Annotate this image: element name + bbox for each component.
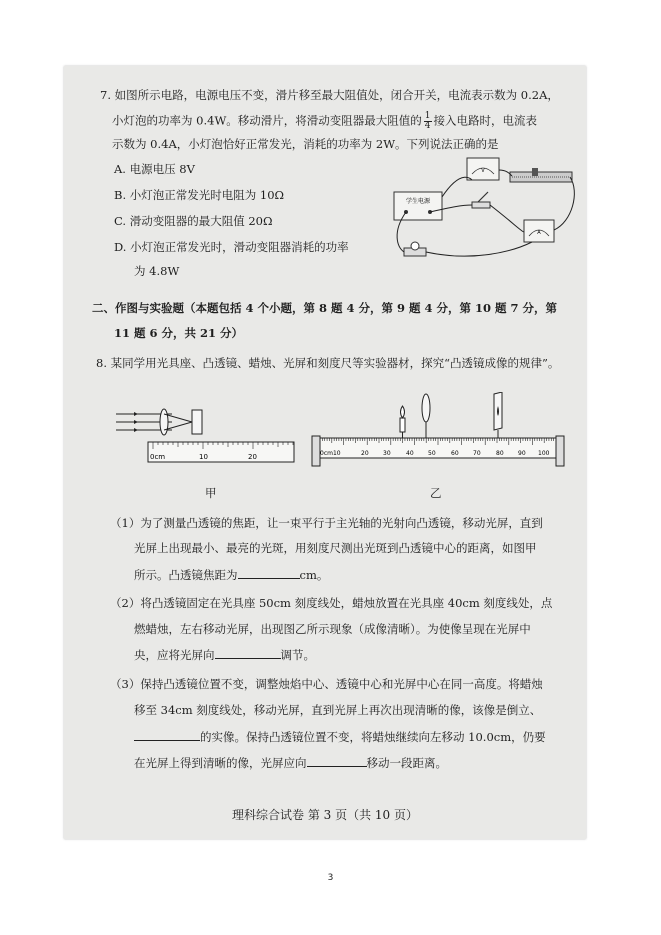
fraction-numerator: 1 bbox=[424, 111, 431, 121]
q8-p3-text2: 在光屏上得到清晰的像，光屏应向 bbox=[134, 756, 307, 770]
yi-tick-0-10: 0cm10 bbox=[320, 450, 341, 457]
q7-line1: 7. 如图所示电路，电源电压不变，滑片移至最大阻值处，闭合开关，电流表示数为 0.2A， bbox=[100, 88, 559, 102]
answer-blank-focal-length[interactable] bbox=[238, 567, 300, 579]
q8-p3-line1: （3）保持凸透镜位置不变，调整烛焰中心、透镜中心和光屏中心在同一高度。将蜡烛 bbox=[110, 677, 543, 691]
q7-line3: 示数为 0.4A，小灯泡恰好正常发光，消耗的功率为 2W。下列说法正确的是 bbox=[112, 137, 499, 151]
yi-tick-30: 30 bbox=[383, 450, 391, 457]
section2-heading-line1: 二、作图与实验题（本题包括 4 个小题，第 8 题 4 分，第 9 题 4 分，第 10 题 7 分，第 bbox=[92, 301, 558, 315]
section2-heading-line2: 11 题 6 分，共 21 分） bbox=[114, 326, 244, 340]
figure-jia-caption: 甲 bbox=[205, 486, 217, 500]
q8-p2-text: 央，应将光屏向 bbox=[134, 648, 215, 662]
q8-p3-line4 bbox=[134, 755, 447, 770]
circuit-diagram bbox=[382, 152, 582, 272]
q7-option-d: D. 小灯泡正常发光时，滑动变阻器消耗的功率 bbox=[114, 240, 349, 254]
power-supply-label: 学生电源 bbox=[405, 198, 431, 205]
q8-p2-line3 bbox=[134, 647, 315, 662]
yi-tick-90: 90 bbox=[518, 450, 526, 457]
q8-p3-line2: 移至 34cm 刻度线处，移动光屏，直到光屏上再次出现清晰的像，该像是倒立、 bbox=[134, 703, 542, 717]
q8-p2-end: 调节。 bbox=[280, 648, 315, 662]
q7-option-d-cont: 为 4.8W bbox=[134, 264, 180, 278]
svg-text:V: V bbox=[481, 168, 485, 174]
q7-line2-end: 接入电路时，电流表 bbox=[433, 113, 537, 128]
page-footer: 理科综合试卷 第 3 页（共 10 页） bbox=[232, 808, 418, 822]
fraction-denominator: 4 bbox=[424, 121, 431, 131]
yi-tick-70: 70 bbox=[473, 450, 481, 457]
q7-option-b: B. 小灯泡正常发光时电阻为 10Ω bbox=[114, 188, 285, 202]
q8-p1-unit: cm。 bbox=[299, 568, 329, 582]
yi-tick-100: 100 bbox=[538, 450, 550, 457]
q7-option-a: A. 电源电压 8V bbox=[114, 162, 195, 176]
q8-p3-end: 移动一段距离。 bbox=[366, 756, 447, 770]
yi-tick-50: 50 bbox=[428, 450, 436, 457]
yi-tick-40: 40 bbox=[406, 450, 414, 457]
figure-yi-optical-bench bbox=[308, 392, 566, 474]
exam-page-photo bbox=[64, 66, 586, 839]
svg-text:A: A bbox=[537, 230, 541, 236]
q7-line2 bbox=[112, 112, 537, 131]
q8-p1-line2: 光屏上出现最小、最亮的光斑，用刻度尺测出光斑到凸透镜中心的距离，如图甲 bbox=[134, 541, 537, 555]
jia-tick-20: 20 bbox=[248, 453, 257, 461]
q7-option-c: C. 滑动变阻器的最大阻值 20Ω bbox=[114, 214, 273, 228]
yi-tick-80: 80 bbox=[496, 450, 504, 457]
answer-blank-image-type[interactable] bbox=[134, 729, 200, 741]
q8-p3-text: 的实像。保持凸透镜位置不变，将蜡烛继续向左移动 10.0cm，仍要 bbox=[200, 730, 546, 744]
q7-line2-start: 小灯泡的功率为 0.4W。移动滑片，将滑动变阻器最大阻值的 bbox=[112, 113, 422, 128]
yi-tick-20: 20 bbox=[361, 450, 369, 457]
q8-p1-line1: （1）为了测量凸透镜的焦距，让一束平行于主光轴的光射向凸透镜，移动光屏，直到 bbox=[110, 516, 543, 530]
yi-tick-60: 60 bbox=[451, 450, 459, 457]
answer-blank-screen-direction[interactable] bbox=[215, 647, 281, 659]
q8-intro: 8. 某同学用光具座、凸透镜、蜡烛、光屏和刻度尺等实验器材，探究“凸透镜成像的规律”。 bbox=[96, 356, 560, 370]
q8-p2-line2: 燃蜡烛，左右移动光屏，出现图乙所示现象（成像清晰）。为使像呈现在光屏中 bbox=[134, 622, 531, 636]
q8-p1-line3 bbox=[134, 567, 328, 582]
q8-p3-line3 bbox=[134, 729, 546, 744]
figure-jia-lens-focus bbox=[108, 402, 298, 470]
q7-fraction bbox=[424, 112, 432, 131]
jia-tick-0: 0cm bbox=[150, 453, 166, 461]
q8-p1-text: 所示。凸透镜焦距为 bbox=[134, 568, 238, 582]
q8-p2-line1: （2）将凸透镜固定在光具座 50cm 刻度线处，蜡烛放置在光具座 40cm 刻度线处，点 bbox=[110, 596, 553, 610]
figure-yi-caption: 乙 bbox=[430, 486, 442, 500]
jia-tick-10: 10 bbox=[199, 453, 208, 461]
page-number: 3 bbox=[327, 873, 334, 883]
answer-blank-move-direction[interactable] bbox=[307, 755, 367, 767]
